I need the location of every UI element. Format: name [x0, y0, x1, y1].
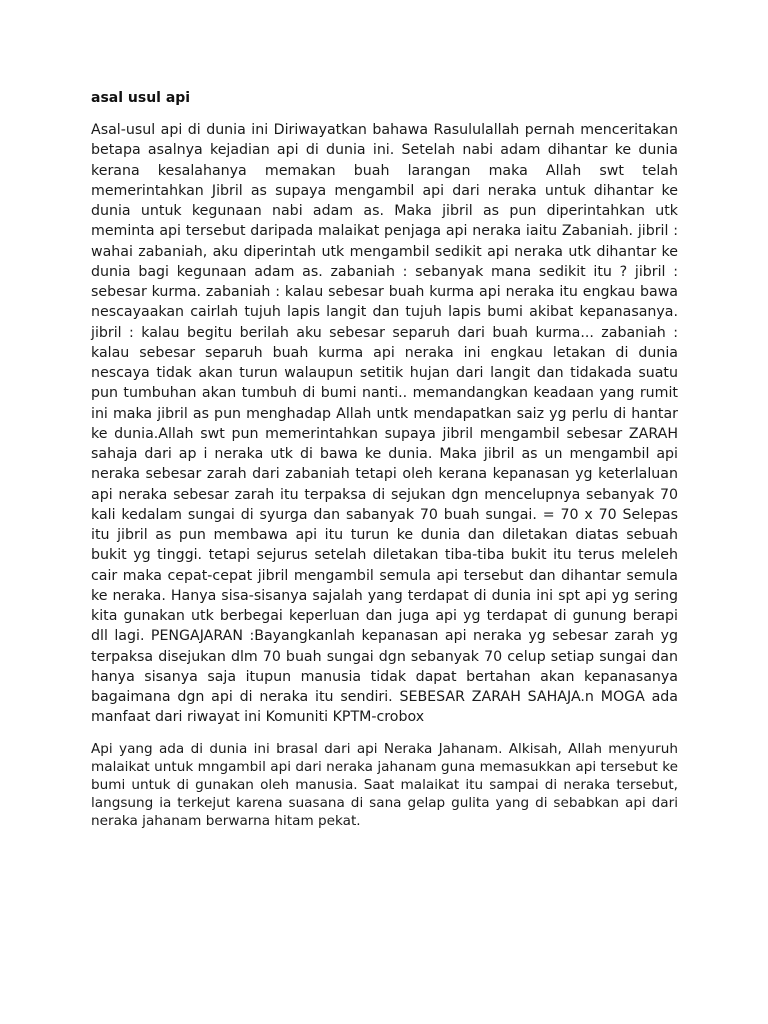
- document-page: [91, 88, 678, 830]
- document-title: asal usul api: [91, 90, 191, 106]
- document-paragraph: Asal-usul api di dunia ini Diriwayatkan bahawa Rasululallah pernah menceritakan betapa asalnya kejadian api di dunia ini. Setelah nabi adam dihantar ke dunia kerana kesalahanya memakan buah larangan maka Allah swt telah memerintahkan Jibril as supaya mengambil api dari neraka untuk dihantar ke dunia untuk kegunaan nabi adam as. Maka jibril as pun diperintahkan utk meminta api tersebut daripada malaikat penjaga api neraka iaitu Zabaniah. jibril : wahai zabaniah, aku diperintah utk mengambil sedikit api neraka utk dihantar ke dunia bagi kegunaan adam as. zabaniah : sebanyak mana sedikit itu ? jibril : sebesar kurma. zabaniah : kalau sebesar buah kurma api neraka itu engkau bawa nescayaakan cairlah tujuh lapis langit dan tujuh lapis bumi akibat kepanasanya. jibril : kalau begitu berilah aku sebesar separuh dari buah kurma... zabaniah : kalau sebesar separuh buah kurma api neraka ini engkau letakan di dunia nescaya tidak akan turun walaupun setitik hujan dari langit dan tidakada suatu pun tumbuhan akan tumbuh di bumi nanti.. memandangkan keadaan yang rumit ini maka jibril as pun menghadap Allah untk mendapatkan saiz yg perlu di hantar ke dunia.Allah swt pun memerintahkan supaya jibril mengambil sebesar ZARAH sahaja dari ap i neraka utk di bawa ke dunia. Maka jibril as un mengambil api neraka sebesar zarah dari zabaniah tetapi oleh kerana kepanasan yg keterlaluan api neraka sebesar zarah itu terpaksa di sejukan dgn mencelupnya sebanyak 70 kali kedalam sungai di syurga dan sabanyak 70 buah sungai. = 70 x 70 Selepas itu jibril as pun membawa api itu turun ke dunia dan diletakan diatas sebuah bukit yg tinggi. tetapi sejurus setelah diletakan tiba-tiba bukit itu terus meleleh cair maka cepat-cepat jibril mengambil semula api tersebut dan dihantar semula ke neraka. Hanya sisa-sisanya sajalah yang terdapat di dunia ini spt api yg sering kita gunakan utk berbegai keperluan dan juga api yg terdapat di gunung berapi dll lagi. PENGAJARAN :Bayangkanlah kepanasan api neraka yg sebesar zarah yg terpaksa disejukan dlm 70 buah sungai dgn sebanyak 70 celup setiap sungai dan hanya sisanya saja itupun manusia tidak dapat bertahan akan kepanasanya bagaimana dgn api di neraka itu sendiri. SEBESAR ZARAH SAHAJA.n MOGA ada manfaat dari riwayat ini Komuniti KPTM-crobox: [91, 122, 678, 726]
- document-paragraph: Api yang ada di dunia ini brasal dari api Neraka Jahanam. Alkisah, Allah menyuruh malaikat untuk mngambil api dari neraka jahanam guna memasukkan api tersebut ke bumi untuk di gunakan oleh manusia. Saat malaikat itu sampai di neraka tersebut, langsung ia terkejut karena suasana di sana gelap gulita yang di sebabkan api dari neraka jahanam berwarna hitam pekat.: [91, 740, 678, 829]
